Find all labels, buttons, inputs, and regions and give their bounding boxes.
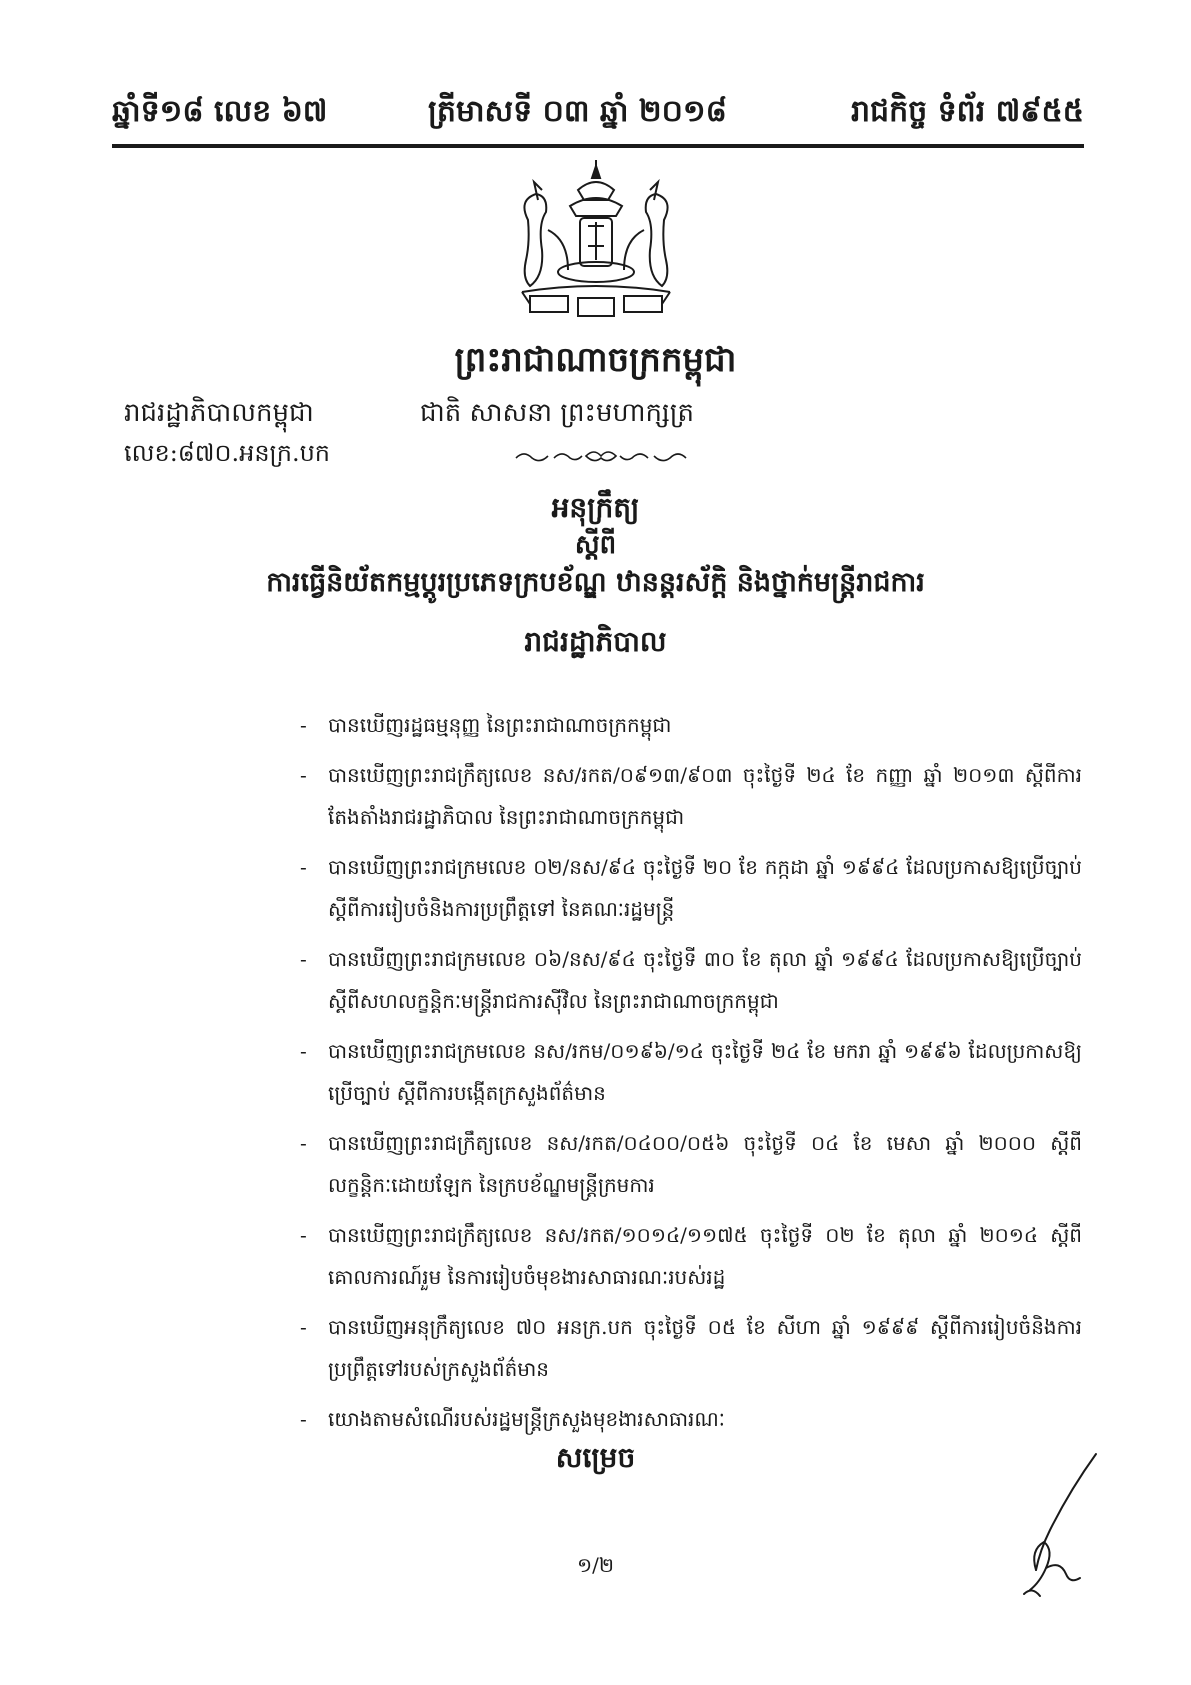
gazette-header — [112, 84, 1084, 148]
royal-coat-of-arms-icon — [508, 160, 684, 330]
preamble-item: - បានឃើញព្រះរាជក្រមលេខ ០២/នស/៩៤ ចុះថ្ងៃទី ២០ ខែ កក្កដា ឆ្នាំ ១៩៩៤ ដែលប្រកាសឱ្យប្រើច្បាប់ ស្តីពីការរៀបចំនិងការប្រព្រឹត្តទៅ នៃគណៈរដ្ឋមន្ត្រី — [300, 855, 1082, 921]
preamble-item-text: បានឃើញព្រះរាជក្រមលេខ ០៦/នស/៩៤ ចុះថ្ងៃទី ៣០ ខែ តុលា ឆ្នាំ ១៩៩៤ ដែលប្រកាសឱ្យប្រើច្បាប់ស្តីពីសហលក្ខន្តិកៈមន្ត្រីរាជការស៊ីវិល នៃព្រះរាជាណាចក្រកម្ពុជា — [328, 947, 1082, 1013]
preamble-item: - បានឃើញព្រះរាជក្រឹត្យលេខ នស/រកត/១០១៤/១១៧៥ ចុះថ្ងៃទី ០២ ខែ តុលា ឆ្នាំ ២០១៤ ស្តីពីគោលការណ៍រួម នៃការរៀបចំមុខងារសាធារណៈរបស់រដ្ឋ — [300, 1223, 1082, 1289]
preamble-item-text: បានឃើញព្រះរាជក្រមលេខ ០២/នស/៩៤ ចុះថ្ងៃទី ២០ ខែ កក្កដា ឆ្នាំ ១៩៩៤ ដែលប្រកាសឱ្យប្រើច្បាប់ ស្តីពីការរៀបចំនិងការប្រព្រឹត្តទៅ នៃគណៈរដ្ឋមន្ត្រី — [328, 855, 1082, 921]
preamble-item: - បានឃើញព្រះរាជក្រឹត្យលេខ នស/រកត/០៩១៣/៩០៣ ចុះថ្ងៃទី ២៤ ខែ កញ្ញា ឆ្នាំ ២០១៣ ស្តីពីការតែងតាំងរាជរដ្ឋាភិបាល នៃព្រះរាជាណាចក្រកម្ពុជា — [300, 763, 1082, 829]
document-type: អនុក្រឹត្យ — [551, 491, 640, 524]
preamble-item: - យោងតាមសំណើរបស់រដ្ឋមន្ត្រីក្រសួងមុខងារសាធារណៈ — [300, 1407, 725, 1431]
document-subject: ការធ្វើនិយ័តកម្មប្តូរប្រភេទក្របខ័ណ្ឌ ឋានន្តរស័ក្តិ និងថ្នាក់មន្ត្រីរាជការ — [266, 567, 925, 598]
gazette-year-issue: ឆ្នាំទី១៨ លេខ ៦៧ — [112, 94, 328, 129]
government-name: រាជរដ្ឋាភិបាលកម្ពុជា — [124, 398, 314, 428]
preamble-item: - បានឃើញព្រះរាជក្រឹត្យលេខ នស/រកត/០៤០០/០៥៦ ចុះថ្ងៃទី ០៤ ខែ មេសា ឆ្នាំ ២០០០ ស្តីពីលក្ខន្តិកៈដោយឡែក នៃក្របខ័ណ្ឌមន្ត្រីក្រមការ — [300, 1131, 1082, 1197]
preamble-item: - បានឃើញអនុក្រឹត្យលេខ ៧០ អនក្រ.បក ចុះថ្ងៃទី ០៥ ខែ សីហា ឆ្នាំ ១៩៩៩ ស្តីពីការរៀបចំនិងការប្រព្រឹត្តទៅរបស់ក្រសួងព័ត៌មាន — [300, 1315, 1082, 1381]
preamble-item: - បានឃើញព្រះរាជក្រមលេខ ០៦/នស/៩៤ ចុះថ្ងៃទី ៣០ ខែ តុលា ឆ្នាំ ១៩៩៤ ដែលប្រកាសឱ្យប្រើច្បាប់ស្តីពីសហលក្ខន្តិកៈមន្ត្រីរាជការស៊ីវិល នៃព្រះរាជាណាចក្រកម្ពុជា — [300, 947, 1082, 1013]
preamble-item-text: បានឃើញព្រះរាជក្រឹត្យលេខ នស/រកត/០៤០០/០៥៦ ចុះថ្ងៃទី ០៤ ខែ មេសា ឆ្នាំ ២០០០ ស្តីពីលក្ខន្តិកៈដោយឡែក នៃក្របខ័ណ្ឌមន្ត្រីក្រមការ — [328, 1131, 1082, 1197]
decision-heading: សម្រេច — [555, 1441, 636, 1474]
preamble-item-text: បានឃើញព្រះរាជក្រឹត្យលេខ នស/រកត/១០១៤/១១៧៥ ចុះថ្ងៃទី ០២ ខែ តុលា ឆ្នាំ ២០១៤ ស្តីពីគោលការណ៍រួម នៃការរៀបចំមុខងារសាធារណៈរបស់រដ្ឋ — [328, 1223, 1082, 1289]
preamble-item: - បានឃើញរដ្ឋធម្មនុញ្ញ នៃព្រះរាជាណាចក្រកម្ពុជា — [300, 713, 672, 737]
about-label: ស្តីពី — [574, 530, 617, 560]
ornament-divider — [512, 446, 690, 466]
kingdom-title: ព្រះរាជាណាចក្រកម្ពុជា — [454, 340, 737, 380]
issuer: រាជរដ្ឋាភិបាល — [524, 625, 667, 658]
national-motto: ជាតិ សាសនា ព្រះមហាក្សត្រ — [420, 398, 694, 428]
preamble-list — [300, 704, 1082, 1448]
gazette-page: រាជកិច្ច ទំព័រ ៧៩៥៥ — [851, 94, 1084, 129]
handwritten-signature-icon — [1010, 1450, 1100, 1600]
gazette-quarter: ត្រីមាសទី ០៣ ឆ្នាំ ២០១៨ — [428, 94, 727, 129]
preamble-item: - បានឃើញព្រះរាជក្រមលេខ នស/រកម/០១៩៦/១៤ ចុះថ្ងៃទី ២៤ ខែ មករា ឆ្នាំ ១៩៩៦ ដែលប្រកាសឱ្យប្រើច្បាប់ ស្តីពីការបង្កើតក្រសួងព័ត៌មាន — [300, 1039, 1082, 1105]
preamble-item-text: បានឃើញព្រះរាជក្រឹត្យលេខ នស/រកត/០៩១៣/៩០៣ ចុះថ្ងៃទី ២៤ ខែ កញ្ញា ឆ្នាំ ២០១៣ ស្តីពីការតែងតាំងរាជរដ្ឋាភិបាល នៃព្រះរាជាណាចក្រកម្ពុជា — [328, 763, 1082, 829]
preamble-item-text: បានឃើញរដ្ឋធម្មនុញ្ញ នៃព្រះរាជាណាចក្រកម្ពុជា — [328, 713, 672, 737]
preamble-item-text: យោងតាមសំណើរបស់រដ្ឋមន្ត្រីក្រសួងមុខងារសាធារណៈ — [328, 1407, 725, 1431]
preamble-item-text: បានឃើញអនុក្រឹត្យលេខ ៧០ អនក្រ.បក ចុះថ្ងៃទី ០៥ ខែ សីហា ឆ្នាំ ១៩៩៩ ស្តីពីការរៀបចំនិងការប្រព្រឹត្តទៅរបស់ក្រសួងព័ត៌មាន — [328, 1315, 1082, 1381]
decree-number: លេខ:៨៧០.អនក្រ.បក — [124, 439, 331, 467]
page-number: ១/២ — [576, 1553, 614, 1577]
preamble-item-text: បានឃើញព្រះរាជក្រមលេខ នស/រកម/០១៩៦/១៤ ចុះថ្ងៃទី ២៤ ខែ មករា ឆ្នាំ ១៩៩៦ ដែលប្រកាសឱ្យប្រើច្បាប់ ស្តីពីការបង្កើតក្រសួងព័ត៌មាន — [328, 1039, 1082, 1105]
